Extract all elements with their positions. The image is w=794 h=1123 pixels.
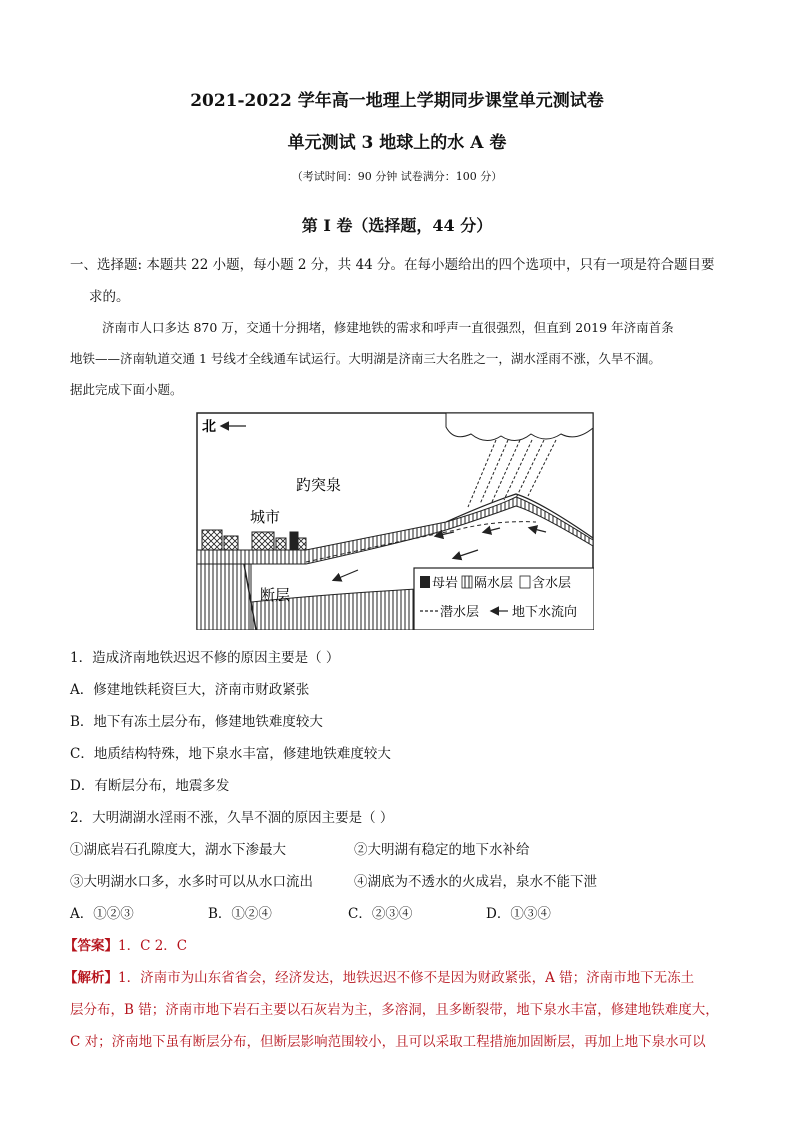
legend-aquifer-label: 含水层 bbox=[532, 576, 572, 591]
legend-water-table-label: 潜水层 bbox=[440, 605, 480, 620]
fault-label: 断层 bbox=[260, 586, 291, 604]
aquiclude-left bbox=[197, 564, 251, 630]
city-buildings bbox=[202, 530, 306, 550]
question-2-stem: 2．大明湖湖水淫雨不涨，久旱不涸的原因主要是（ ） bbox=[70, 810, 394, 826]
question-1-option-c: C．地质结构特殊，地下泉水丰富，修建地铁难度较大 bbox=[70, 746, 391, 762]
question-2-option-c: C．②③④ bbox=[348, 906, 413, 922]
legend-bedrock-swatch bbox=[420, 576, 430, 588]
analysis-line-3: C 对；济南地下虽有断层分布，但断层影响范围较小，且可以采取工程措施加固断层，再加上地下泉水可以 bbox=[70, 1034, 706, 1050]
question-2-option-b: B．①②④ bbox=[208, 906, 272, 922]
question-2-statement-2: ②大明湖有稳定的地下水补给 bbox=[354, 842, 530, 858]
question-2-statement-4: ④湖底为不透水的火成岩，泉水不能下泄 bbox=[354, 874, 597, 890]
exam-info: （考试时间：90 分钟 试卷满分：100 分） bbox=[291, 170, 503, 183]
city-label: 城市 bbox=[250, 508, 281, 526]
question-2-option-d: D．①③④ bbox=[486, 906, 551, 922]
answer-label: 【答案】 bbox=[64, 938, 118, 954]
page-subtitle: 单元测试 3 地球上的水 A 卷 bbox=[287, 133, 507, 153]
page-title: 2021-2022 学年高一地理上学期同步课堂单元测试卷 bbox=[190, 91, 604, 111]
question-1-stem: 1．造成济南地铁迟迟不修的原因主要是（ ） bbox=[70, 650, 340, 666]
spring-label: 趵突泉 bbox=[296, 476, 342, 494]
section-title: 第 I 卷（选择题，44 分） bbox=[301, 216, 493, 235]
question-2-statement-3: ③大明湖水口多，水多时可以从水口流出 bbox=[70, 874, 313, 890]
legend-aquiclude-label: 隔水层 bbox=[474, 576, 514, 591]
question-2-statement-1: ①湖底岩石孔隙度大，湖水下渗最大 bbox=[70, 842, 286, 858]
legend-bedrock-label: 母岩 bbox=[432, 576, 459, 591]
analysis-line-1 bbox=[64, 966, 694, 986]
question-1-option-a: A．修建地铁耗资巨大，济南市财政紧张 bbox=[70, 682, 310, 698]
instructions-line-2: 求的。 bbox=[89, 289, 130, 305]
passage-line-2: 地铁——济南轨道交通 1 号线才全线通车试运行。大明湖是济南三大名胜之一，湖水淫雨不涨，久旱不涸。 bbox=[70, 351, 661, 366]
legend-aquifer-swatch bbox=[520, 576, 530, 588]
analysis-label: 【解析】 bbox=[64, 970, 118, 986]
north-label: 北 bbox=[202, 419, 216, 435]
answer-text: 1．C 2．C bbox=[118, 938, 188, 954]
groundwater-diagram bbox=[196, 412, 594, 630]
analysis-text-1: 1．济南市为山东省省会，经济发达，地铁迟迟不修不是因为财政紧张，A 错；济南市地下无冻土 bbox=[118, 970, 695, 986]
question-2-option-a: A．①②③ bbox=[70, 906, 134, 922]
instructions-line-1: 一、选择题: 本题共 22 小题，每小题 2 分，共 44 分。在每小题给出的四个选项中，只有一项是符合题目要 bbox=[70, 257, 715, 273]
legend-aquiclude-swatch bbox=[462, 576, 472, 588]
passage-line-3: 据此完成下面小题。 bbox=[70, 382, 183, 397]
question-1-option-d: D．有断层分布，地震多发 bbox=[70, 778, 230, 794]
analysis-line-2: 层分布，B 错；济南市地下岩石主要以石灰岩为主，多溶洞，且多断裂带，地下泉水丰富，修建地铁难度大， bbox=[70, 1002, 719, 1018]
question-1-option-b: B．地下有冻土层分布，修建地铁难度较大 bbox=[70, 714, 323, 730]
answer-line bbox=[64, 934, 187, 954]
legend-flow-label: 地下水流向 bbox=[512, 605, 578, 620]
passage-line-1: 济南市人口多达 870 万，交通十分拥堵，修建地铁的需求和呼声一直很强烈，但直到 2019 年济南首条 bbox=[102, 320, 674, 335]
